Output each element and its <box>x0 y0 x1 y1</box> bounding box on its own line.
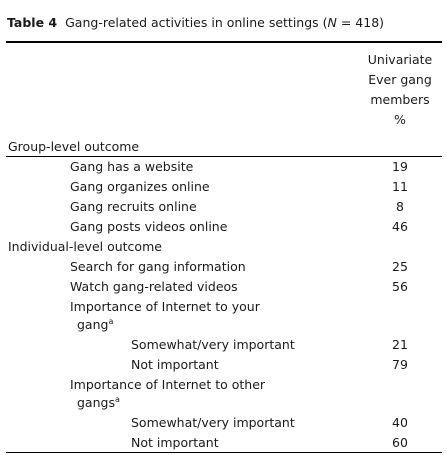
footnote-marker: a <box>108 316 114 326</box>
row-label: Gang posts videos online <box>70 219 228 234</box>
column-header-line1: Univariate <box>367 52 433 67</box>
row-value: 46 <box>392 219 408 234</box>
column-header-line4: % <box>394 112 406 127</box>
section-heading-row <box>0 237 447 257</box>
column-header-line2: Ever gang <box>368 72 432 87</box>
row-label: Gang organizes online <box>70 179 210 194</box>
caption-n-value: = 418) <box>336 15 385 30</box>
table-number: Table 4 <box>7 15 58 30</box>
top-rule <box>6 41 442 43</box>
group-heading-word: gang <box>77 317 109 332</box>
row-label: Gang has a website <box>70 159 194 174</box>
group-heading-line2 <box>77 393 120 413</box>
table-row <box>0 335 447 355</box>
caption-title: Gang-related activities in online settings ( <box>65 15 328 30</box>
section-heading: Individual-level outcome <box>8 239 162 254</box>
row-value: 8 <box>396 199 404 214</box>
row-value: 40 <box>392 415 408 430</box>
section-heading: Group-level outcome <box>8 139 140 154</box>
table-row <box>0 277 447 297</box>
group-heading-line1: Importance of Internet to other <box>70 377 266 392</box>
group-heading-word: gangs <box>77 395 115 410</box>
table-row <box>0 197 447 217</box>
footnote-marker: a <box>114 394 120 404</box>
row-label: Somewhat/very important <box>131 337 295 352</box>
section-heading-row <box>0 137 447 157</box>
row-label: Somewhat/very important <box>131 415 295 430</box>
row-label: Watch gang-related videos <box>70 279 238 294</box>
group-heading-line2 <box>77 315 113 335</box>
row-value: 79 <box>392 357 408 372</box>
table-row <box>0 433 447 453</box>
bottom-rule <box>6 452 442 453</box>
table-row <box>0 355 447 375</box>
row-value: 25 <box>392 259 408 274</box>
caption-n-symbol: N <box>327 15 337 30</box>
group-heading-row <box>0 297 447 317</box>
group-heading-row <box>0 375 447 395</box>
table-row <box>0 217 447 237</box>
group-heading-row <box>0 393 447 413</box>
row-label: Gang recruits online <box>70 199 197 214</box>
table-row <box>0 257 447 277</box>
column-header-line3: members <box>370 92 430 107</box>
row-label: Search for gang information <box>70 259 246 274</box>
group-heading-row <box>0 315 447 335</box>
table-row <box>0 157 447 177</box>
row-value: 21 <box>392 337 408 352</box>
table-row <box>0 413 447 433</box>
row-value: 11 <box>392 179 408 194</box>
row-label: Not important <box>131 357 219 372</box>
group-heading-line1: Importance of Internet to your <box>70 299 260 314</box>
row-label: Not important <box>131 435 219 450</box>
table-row <box>0 177 447 197</box>
row-value: 60 <box>392 435 408 450</box>
row-value: 19 <box>392 159 408 174</box>
row-value: 56 <box>392 279 408 294</box>
table-caption <box>7 15 384 30</box>
